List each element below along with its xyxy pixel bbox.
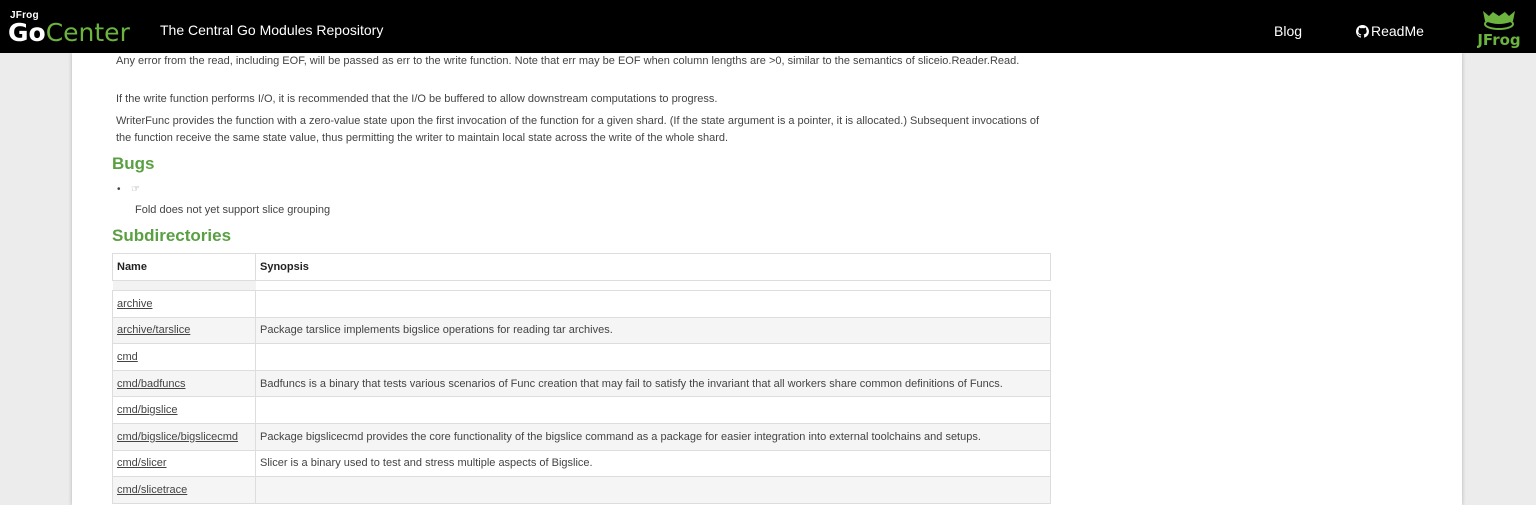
top-navbar: [0, 0, 1536, 53]
jfrog-logo-text: JFrog: [1477, 31, 1521, 49]
table-row: [113, 317, 1051, 344]
column-header-synopsis: Synopsis: [256, 254, 1051, 281]
subdir-synopsis: Package tarslice implements bigslice operations for reading tar archives.: [256, 317, 1051, 344]
table-row: [113, 397, 1051, 424]
table-row: [113, 450, 1051, 477]
main-content-panel: [72, 53, 1462, 505]
jfrog-frog-logo-icon[interactable]: [1477, 7, 1521, 49]
bug-pointing-hand-icon[interactable]: ☞: [131, 184, 140, 195]
subdir-link-cmd[interactable]: cmd: [117, 350, 138, 363]
doc-paragraph-buffered-io: If the write function performs I/O, it is recommended that the I/O be buffered to allow downstream computations to progress.: [116, 93, 718, 105]
subdir-synopsis: Package bigslicecmd provides the core functionality of the bigslice command as a package for easier integration into external toolchains and setups.: [256, 423, 1051, 450]
subdir-link-cmd-bigslice[interactable]: cmd/bigslice: [117, 404, 178, 417]
subdir-link-archive-tarslice[interactable]: archive/tarslice: [117, 324, 191, 337]
subdir-link-cmd-slicetrace[interactable]: cmd/slicetrace: [117, 483, 188, 496]
column-header-name: Name: [113, 254, 256, 281]
doc-paragraph-read-errors: Any error from the read, including EOF, will be passed as err to the write function. Note that err may be EOF when column lengths are >0, similar to the semantics of sliceio.Reader.Read.: [116, 55, 1020, 67]
table-row: [113, 477, 1051, 504]
subdir-synopsis: [256, 291, 1051, 318]
bugs-heading: Bugs: [112, 154, 155, 173]
subdir-link-cmd-bigslice-bigslicecmd[interactable]: cmd/bigslice/bigslicecmd: [117, 430, 239, 443]
subdir-synopsis: Slicer is a binary used to test and stress multiple aspects of Bigslice.: [256, 450, 1051, 477]
gocenter-logo[interactable]: [8, 19, 130, 47]
jfrog-small-logo-text: JFrog: [10, 10, 39, 21]
subdir-synopsis: [256, 344, 1051, 371]
subdir-link-cmd-badfuncs[interactable]: cmd/badfuncs: [117, 377, 186, 390]
subdir-synopsis: Badfuncs is a binary that tests various scenarios of Func creation that may fail to satisfy the invariant that all workers share common definitions of Funcs.: [256, 370, 1051, 397]
bug-bullet: •: [117, 184, 121, 195]
subdir-synopsis: [256, 397, 1051, 424]
table-spacer-row: [113, 281, 1051, 291]
subdirectories-table: [112, 253, 1051, 504]
bug-description: Fold does not yet support slice grouping: [135, 204, 331, 216]
doc-paragraph-writerfunc-state: WriterFunc provides the function with a zero-value state upon the first invocation of the function for a given shard. (If the state argument is a pointer, it is allocated.) Subsequent invocations of the function receive the same state value, thus permitting the writer to maintain local state across the write of the whole shard.: [116, 115, 1040, 144]
table-row: [113, 370, 1051, 397]
nav-readme-label: ReadMe: [1371, 23, 1424, 39]
repository-title: The Central Go Modules Repository: [160, 22, 384, 38]
logo-go-text: Go: [8, 18, 46, 47]
subdir-link-archive[interactable]: archive: [117, 297, 153, 310]
subdir-synopsis: [256, 477, 1051, 504]
subdirectories-heading: Subdirectories: [112, 226, 232, 245]
table-header-row: [113, 254, 1051, 281]
subdir-link-cmd-slicer[interactable]: cmd/slicer: [117, 457, 167, 470]
table-row: [113, 423, 1051, 450]
table-row: [113, 344, 1051, 371]
nav-readme-link[interactable]: [1356, 23, 1424, 39]
nav-blog-link[interactable]: Blog: [1274, 23, 1303, 39]
github-icon: [1356, 25, 1369, 38]
logo-center-text: Center: [45, 18, 130, 47]
table-row: [113, 291, 1051, 318]
